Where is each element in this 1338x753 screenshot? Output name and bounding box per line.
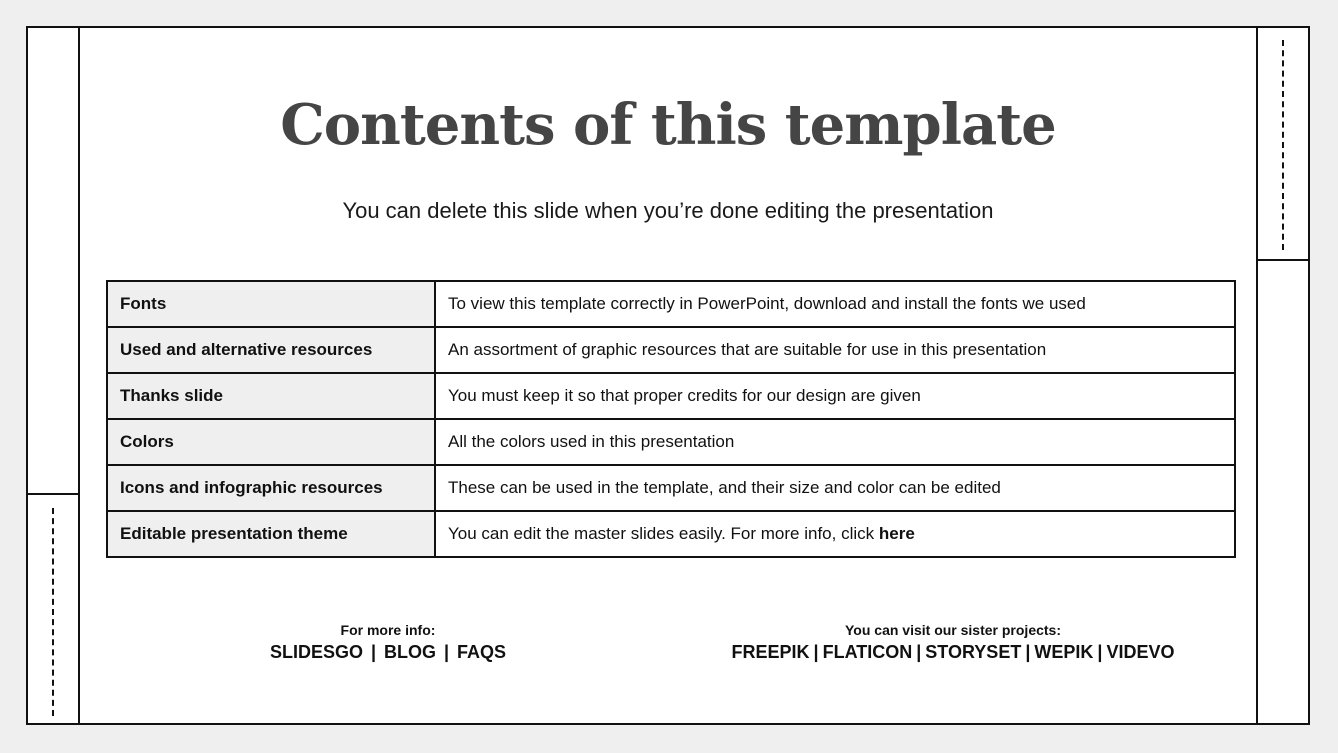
row-key: Used and alternative resources [107, 327, 435, 373]
table-row [107, 419, 1235, 465]
row-value: All the colors used in this presentation [435, 419, 1235, 465]
row-key: Editable presentation theme [107, 511, 435, 557]
footer-sister-projects [688, 622, 1218, 663]
right-side-bar [1256, 28, 1308, 723]
row-value: You must keep it so that proper credits for our design are given [435, 373, 1235, 419]
footer-more-info-links [228, 642, 548, 663]
footer-sister-projects-links [688, 642, 1218, 663]
footer-more-info [228, 622, 548, 663]
footer-sister-projects-label: You can visit our sister projects: [844, 622, 1062, 638]
row-value: These can be used in the template, and their size and color can be edited [435, 465, 1235, 511]
link-separator: | [1097, 642, 1103, 662]
link-separator: | [1025, 642, 1031, 662]
row-key: Colors [107, 419, 435, 465]
right-bar-divider [1258, 259, 1308, 261]
storyset-link[interactable]: STORYSET [925, 642, 1022, 662]
page-subtitle: You can delete this slide when you’re done editing the presentation [342, 198, 994, 223]
table-row [107, 373, 1235, 419]
link-separator: | [444, 642, 450, 662]
contents-table [106, 280, 1236, 558]
link-separator: | [370, 642, 376, 662]
blog-link[interactable]: BLOG [384, 642, 436, 662]
left-side-bar [28, 28, 80, 723]
row-value: To view this template correctly in PowerPoint, download and install the fonts we used [435, 281, 1235, 327]
row-key: Thanks slide [107, 373, 435, 419]
link-separator: | [813, 642, 819, 662]
here-link[interactable]: here [878, 524, 915, 543]
row-value: An assortment of graphic resources that are suitable for use in this presentation [435, 327, 1235, 373]
left-dashed-line [52, 508, 54, 716]
table-row [107, 281, 1235, 327]
slidesgo-link[interactable]: SLIDESGO [269, 642, 363, 662]
table-row [107, 327, 1235, 373]
row-key: Icons and infographic resources [107, 465, 435, 511]
freepik-link[interactable]: FREEPIK [731, 642, 810, 662]
table-row [107, 465, 1235, 511]
faqs-link[interactable]: FAQS [457, 642, 507, 662]
row-value-text: You can edit the master slides easily. For more info, click [448, 524, 879, 543]
page-title: Contents of this template [280, 92, 1056, 158]
slide [26, 26, 1310, 725]
right-dashed-line [1282, 40, 1284, 250]
table-row [107, 511, 1235, 557]
wepik-link[interactable]: WEPIK [1034, 642, 1094, 662]
link-separator: | [916, 642, 922, 662]
left-bar-divider [28, 493, 78, 495]
flaticon-link[interactable]: FLATICON [822, 642, 913, 662]
row-value [435, 511, 1235, 557]
videvo-link[interactable]: VIDEVO [1106, 642, 1175, 662]
row-key: Fonts [107, 281, 435, 327]
footer-more-info-label: For more info: [340, 622, 436, 638]
